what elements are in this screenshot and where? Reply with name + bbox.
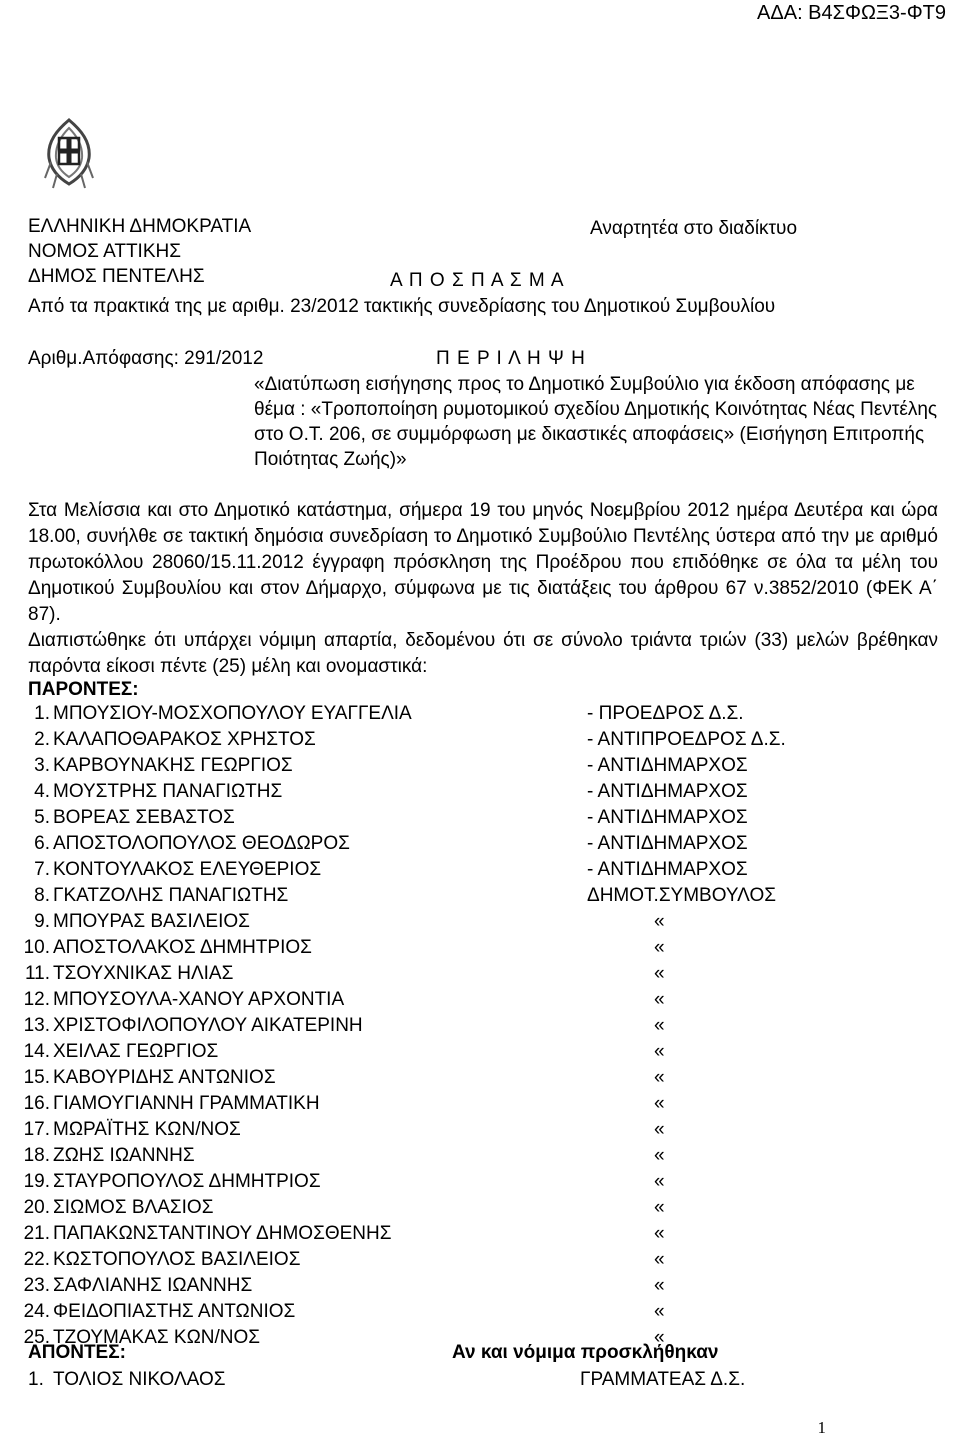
member-role: - ΠΡΟΕΔΡΟΣ Δ.Σ. (587, 703, 744, 724)
minutes-reference: Από τα πρακτικά της με αριθμ. 23/2012 τακτικής συνεδρίασης του Δημοτικού Συμβουλίου (28, 296, 776, 317)
member-number: 1. (34, 703, 50, 724)
issuer-block (28, 214, 251, 289)
page-number: 1 (817, 1418, 826, 1437)
absent-heading: ΑΠΟΝΤΕΣ: (28, 1342, 126, 1363)
member-number: 7. (34, 859, 50, 880)
decision-number: Αριθμ.Απόφασης: 291/2012 (28, 348, 264, 369)
member-name: ΣΑΦΛΙΑΝΗΣ ΙΩΑΝΝΗΣ (53, 1275, 253, 1296)
list-item (0, 1273, 960, 1299)
list-item (0, 805, 960, 831)
member-number: 22. (23, 1249, 50, 1270)
member-name: ΚΟΝΤΟΥΛΑΚΟΣ ΕΛΕΥΘΕΡΙΟΣ (53, 859, 322, 880)
quorum-paragraph: Διαπιστώθηκε ότι υπάρχει νόμιμη απαρτία, δεδομένου ότι σε σύνολο τριάντα τριών (33) μελών βρέθηκαν παρόντα είκοσι πέντε (25) μέλη και ονομαστικά: (28, 630, 938, 677)
list-item (0, 1117, 960, 1143)
member-role: - ΑΝΤΙΠΡΟΕΔΡΟΣ Δ.Σ. (587, 729, 786, 750)
ditto-mark: « (654, 1093, 665, 1114)
member-number: 8. (34, 885, 50, 906)
list-item (0, 779, 960, 805)
ditto-mark: « (654, 1067, 665, 1088)
list-item (0, 1299, 960, 1325)
member-name: ΑΠΟΣΤΟΛΟΠΟΥΛΟΣ ΘΕΟΔΩΡΟΣ (53, 833, 350, 854)
member-number: 2. (34, 729, 50, 750)
list-item (0, 1169, 960, 1195)
ditto-mark: « (654, 989, 665, 1010)
member-role: - ΑΝΤΙΔΗΜΑΡΧΟΣ (587, 755, 748, 776)
member-number: 17. (23, 1119, 50, 1140)
member-name: ΤΣΟΥΧΝΙΚΑΣ ΗΛΙΑΣ (53, 963, 234, 984)
absent-member-number: 1. (28, 1369, 44, 1390)
member-name: ΜΠΟΥΣΟΥΛΑ-ΧΑΝΟΥ ΑΡΧΟΝΤΙΑ (53, 989, 345, 1010)
member-name: ΓΚΑΤΖΟΛΗΣ ΠΑΝΑΓΙΩΤΗΣ (53, 885, 289, 906)
member-role: - ΑΝΤΙΔΗΜΑΡΧΟΣ (587, 833, 748, 854)
absent-note: Αν και νόμιμα προσκλήθηκαν (452, 1342, 719, 1363)
member-name: ΜΠΟΥΡΑΣ ΒΑΣΙΛΕΙΟΣ (53, 911, 250, 932)
member-number: 25. (23, 1327, 50, 1348)
summary-title: Π Ε Ρ Ι Λ Η Ψ Η (436, 348, 586, 369)
member-number: 14. (23, 1041, 50, 1062)
member-name: ΚΑΡΒΟΥΝΑΚΗΣ ΓΕΩΡΓΙΟΣ (53, 755, 293, 776)
member-name: ΚΑΒΟΥΡΙΔΗΣ ΑΝΤΩΝΙΟΣ (53, 1067, 276, 1088)
issuer-country: ΕΛΛΗΝΙΚΗ ΔΗΜΟΚΡΑΤΙΑ (28, 216, 252, 237)
member-name: ΒΟΡΕΑΣ ΣΕΒΑΣΤΟΣ (53, 807, 235, 828)
member-number: 3. (34, 755, 50, 776)
list-item (0, 701, 960, 727)
member-role: - ΑΝΤΙΔΗΜΑΡΧΟΣ (587, 781, 748, 802)
member-number: 21. (23, 1223, 50, 1244)
absent-member-role: ΓΡΑΜΜΑΤΕΑΣ Δ.Σ. (580, 1369, 746, 1390)
member-number: 11. (24, 963, 50, 984)
ditto-mark: « (654, 1015, 665, 1036)
list-item (0, 961, 960, 987)
issuer-municipality: ΔΗΜΟΣ ΠΕΝΤΕΛΗΣ (28, 266, 205, 287)
list-item (0, 753, 960, 779)
ditto-mark: « (654, 1119, 665, 1140)
member-number: 18. (23, 1145, 50, 1166)
member-role: ΔΗΜΟΤ.ΣΥΜΒΟΥΛΟΣ (587, 885, 776, 906)
member-name: ΜΠΟΥΣΙΟΥ-ΜΟΣΧΟΠΟΥΛΟΥ ΕΥΑΓΓΕΛΙΑ (53, 703, 412, 724)
summary-text: «Διατύπωση εισήγησης προς το Δημοτικό Συμβούλιο για έκδοση απόφασης με θέμα : «Τροποποίηση ρυμοτομικού σχεδίου Δημοτικής Κοινότητας Νέας Πεντέλης στο Ο.Τ. 206, σε συμμόρφωση με δικαστικές αποφάσεις» (Εισήγηση Επιτροπής Ποιότητας Ζωής)» (254, 374, 938, 470)
issuer-prefecture: ΝΟΜΟΣ ΑΤΤΙΚΗΣ (28, 241, 181, 262)
member-number: 6. (34, 833, 50, 854)
member-name: ΚΑΛΑΠΟΘΑΡΑΚΟΣ ΧΡΗΣΤΟΣ (53, 729, 316, 750)
ditto-mark: « (654, 1301, 665, 1322)
list-item (0, 831, 960, 857)
greek-coat-of-arms-icon (37, 114, 101, 194)
absent-member-name: ΤΟΛΙΟΣ ΝΙΚΟΛΑΟΣ (53, 1369, 226, 1390)
ditto-mark: « (654, 1249, 665, 1270)
body-text (28, 498, 938, 680)
member-number: 9. (34, 911, 50, 932)
member-name: ΦΕΙΔΟΠΙΑΣΤΗΣ ΑΝΤΩΝΙΟΣ (53, 1301, 296, 1322)
ditto-mark: « (654, 1223, 665, 1244)
list-item (0, 1013, 960, 1039)
list-item (0, 935, 960, 961)
list-item (0, 987, 960, 1013)
ditto-mark: « (654, 1275, 665, 1296)
list-item (0, 1247, 960, 1273)
member-number: 23. (23, 1275, 50, 1296)
member-number: 15. (23, 1067, 50, 1088)
member-name: ΚΩΣΤΟΠΟΥΛΟΣ ΒΑΣΙΛΕΙΟΣ (53, 1249, 301, 1270)
member-name: ΓΙΑΜΟΥΓΙΑΝΝΗ ΓΡΑΜΜΑΤΙΚΗ (53, 1093, 320, 1114)
member-number: 10. (23, 937, 50, 958)
ditto-mark: « (654, 1171, 665, 1192)
member-number: 16. (23, 1093, 50, 1114)
member-number: 13. (23, 1015, 50, 1036)
list-item (0, 727, 960, 753)
member-number: 24. (23, 1301, 50, 1322)
list-item (0, 1065, 960, 1091)
member-name: ΧΕΙΛΑΣ ΓΕΩΡΓΙΟΣ (53, 1041, 219, 1062)
member-name: ΣΙΩΜΟΣ ΒΛΑΣΙΟΣ (53, 1197, 214, 1218)
ditto-mark: « (654, 1197, 665, 1218)
list-item (0, 1143, 960, 1169)
list-item (0, 883, 960, 909)
member-name: ΖΩΗΣ ΙΩΑΝΝΗΣ (53, 1145, 195, 1166)
document-title: Α Π Ο Σ Π Α Σ Μ Α (390, 270, 565, 291)
member-name: ΜΟΥΣΤΡΗΣ ΠΑΝΑΓΙΩΤΗΣ (53, 781, 283, 802)
member-role: - ΑΝΤΙΔΗΜΑΡΧΟΣ (587, 859, 748, 880)
list-item (0, 1221, 960, 1247)
member-number: 5. (34, 807, 50, 828)
present-members-list (0, 701, 960, 1351)
member-number: 4. (34, 781, 50, 802)
list-item (0, 1091, 960, 1117)
ditto-mark: « (654, 1041, 665, 1062)
member-name: ΧΡΙΣΤΟΦΙΛΟΠΟΥΛΟΥ ΑΙΚΑΤΕΡΙΝΗ (53, 1015, 363, 1036)
member-name: ΜΩΡΑΪΤΗΣ ΚΩΝ/ΝΟΣ (53, 1119, 241, 1140)
member-name: ΣΤΑΥΡΟΠΟΥΛΟΣ ΔΗΜΗΤΡΙΟΣ (53, 1171, 321, 1192)
list-item (0, 1039, 960, 1065)
member-name: ΠΑΠΑΚΩΝΣΤΑΝΤΙΝΟΥ ΔΗΜΟΣΘΕΝΗΣ (53, 1223, 392, 1244)
ditto-mark: « (654, 937, 665, 958)
member-number: 19. (23, 1171, 50, 1192)
list-item (0, 857, 960, 883)
member-number: 20. (23, 1197, 50, 1218)
ditto-mark: « (654, 1327, 665, 1348)
ditto-mark: « (654, 963, 665, 984)
list-item (0, 909, 960, 935)
present-heading: ΠΑΡΟΝΤΕΣ: (28, 679, 139, 700)
list-item (0, 1195, 960, 1221)
ada-code: ΑΔΑ: Β4ΣΦΩΞ3-ΦΤ9 (757, 2, 946, 24)
member-role: - ΑΝΤΙΔΗΜΑΡΧΟΣ (587, 807, 748, 828)
ditto-mark: « (654, 1145, 665, 1166)
publication-note: Αναρτητέα στο διαδίκτυο (590, 218, 798, 239)
ditto-mark: « (654, 911, 665, 932)
member-name: ΑΠΟΣΤΟΛΑΚΟΣ ΔΗΜΗΤΡΙΟΣ (53, 937, 312, 958)
meeting-paragraph: Στα Μελίσσια και στο Δημοτικό κατάστημα, σήμερα 19 του μηνός Νοεμβρίου 2012 ημέρα Δευτέρα και ώρα 18.00, συνήλθε σε τακτική δημόσια συνεδρίαση το Δημοτικό Συμβούλιο Πεντέλης ύστερα από την με αριθμό πρωτοκόλλου 28060/15.11.2012 έγγραφη πρόσκληση της Προέδρου που επιδόθηκε σε όλα τα μέλη του Δημοτικού Συμβουλίου και στον Δήμαρχο, σύμφωνα με τις διατάξεις του άρθρου 67 ν.3852/2010 (ΦΕΚ Α΄ 87). (28, 500, 938, 625)
member-name: ΤΖΟΥΜΑΚΑΣ ΚΩΝ/ΝΟΣ (53, 1327, 261, 1348)
member-number: 12. (23, 989, 50, 1010)
